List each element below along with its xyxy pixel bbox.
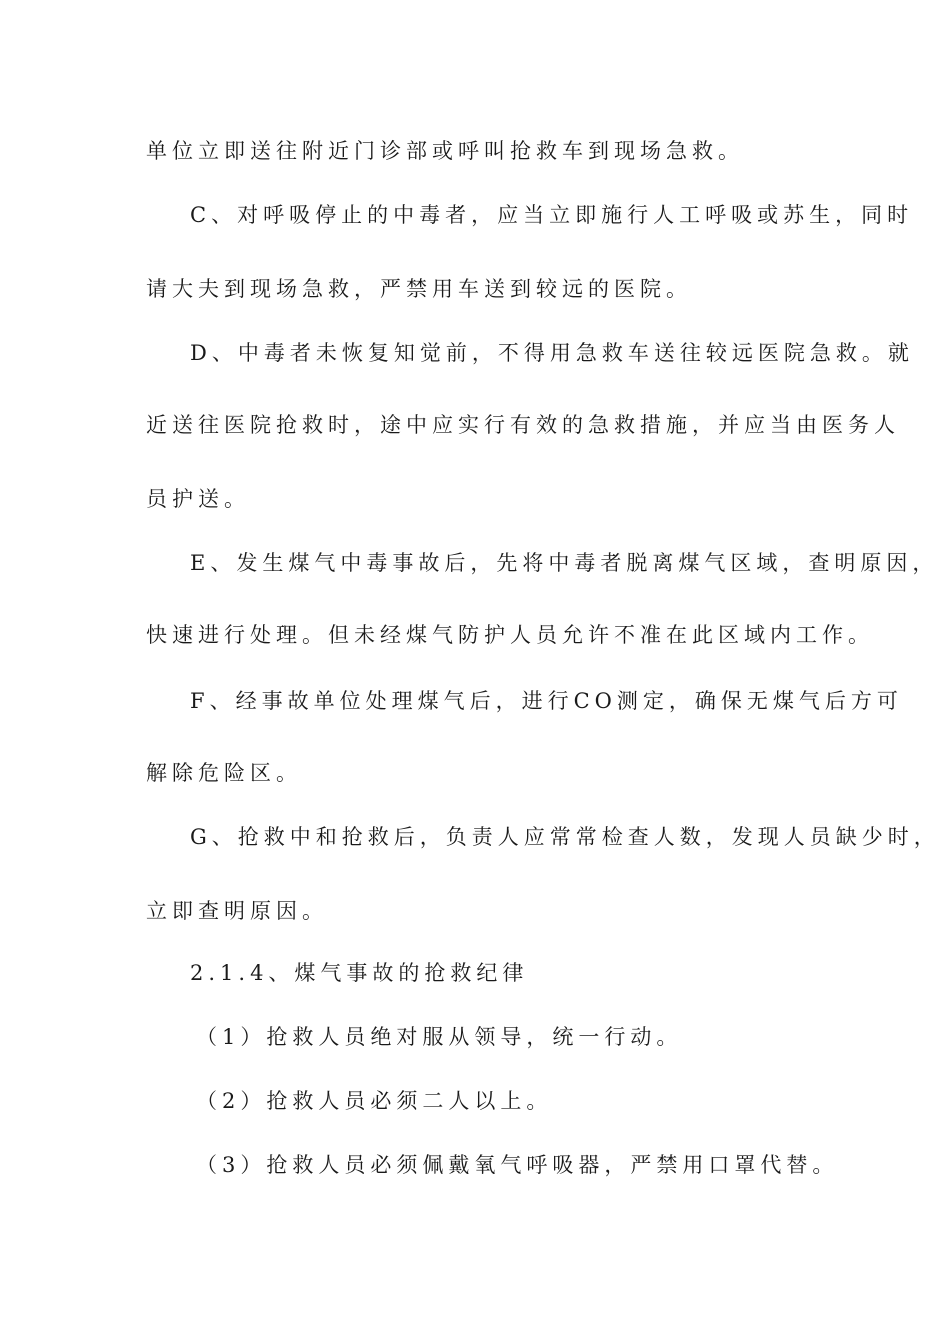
paragraph-b-continuation: 单位立即送往附近门诊部或呼叫抢救车到现场急救。 — [146, 139, 744, 163]
list-item-2: （2）抢救人员必须二人以上。 — [196, 1089, 553, 1113]
list-item-1: （1）抢救人员绝对服从领导，统一行动。 — [196, 1025, 683, 1049]
paragraph-d-line-3: 员护送。 — [146, 487, 250, 511]
list-item-3: （3）抢救人员必须佩戴氧气呼吸器，严禁用口罩代替。 — [196, 1153, 839, 1177]
paragraph-c-line-2: 请大夫到现场急救，严禁用车送到较远的医院。 — [146, 277, 692, 301]
paragraph-e-line-2: 快速进行处理。但未经煤气防护人员允许不准在此区域内工作。 — [146, 623, 874, 647]
paragraph-c-line-1: C、对呼吸停止的中毒者，应当立即施行人工呼吸或苏生，同时 — [190, 203, 914, 227]
paragraph-g-line-1: G、抢救中和抢救后，负责人应常常检查人数，发现人员缺少时， — [190, 825, 940, 849]
section-heading: 2.1.4、煤气事故的抢救纪律 — [190, 961, 529, 985]
paragraph-d-line-2: 近送往医院抢救时，途中应实行有效的急救措施，并应当由医务人 — [146, 413, 900, 437]
paragraph-d-line-1: D、中毒者未恢复知觉前，不得用急救车送往较远医院急救。就 — [190, 341, 914, 365]
paragraph-g-line-2: 立即查明原因。 — [146, 899, 328, 923]
paragraph-f-line-1: F、经事故单位处理煤气后，进行CO测定，确保无煤气后方可 — [190, 689, 903, 713]
paragraph-f-line-2: 解除危险区。 — [146, 761, 302, 785]
paragraph-e-line-1: E、发生煤气中毒事故后，先将中毒者脱离煤气区域，查明原因， — [190, 551, 939, 575]
